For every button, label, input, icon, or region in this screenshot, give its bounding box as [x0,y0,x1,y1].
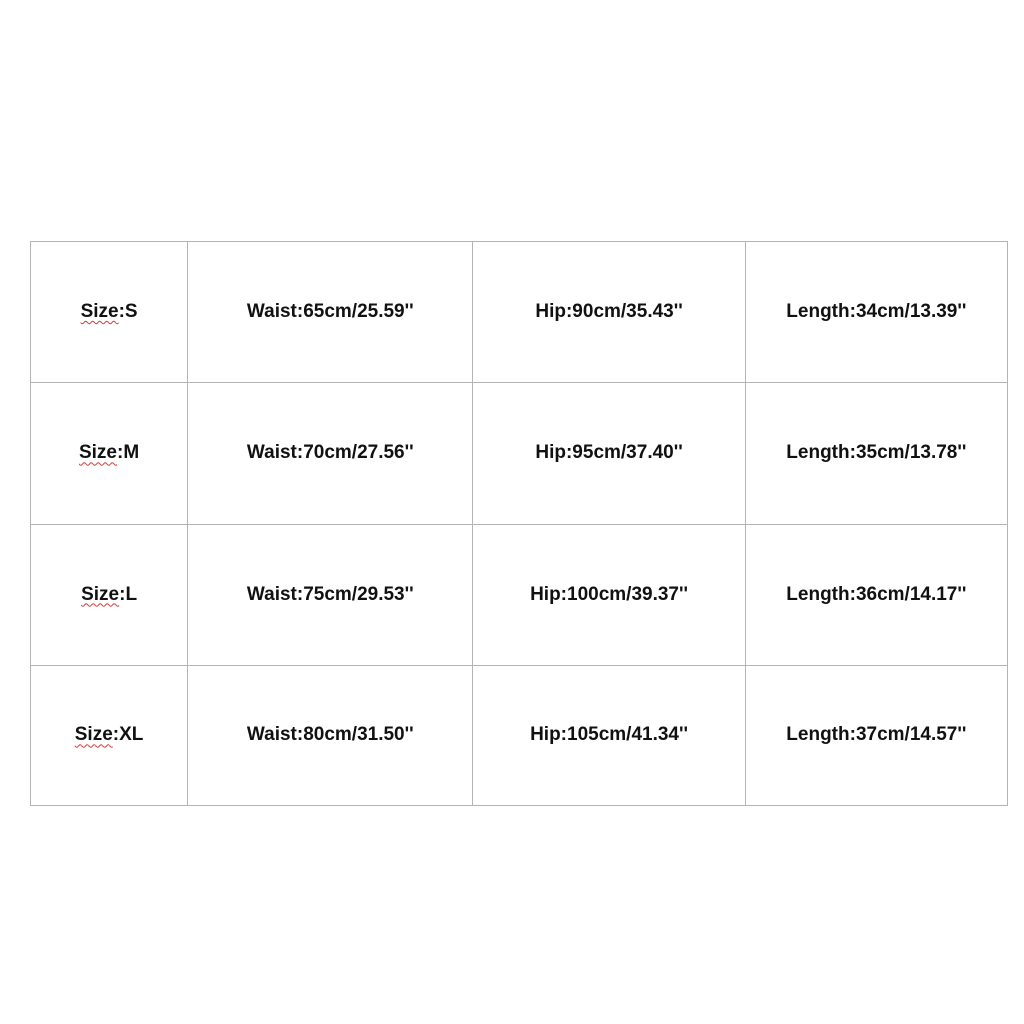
size-cell [31,665,188,805]
length-cell: Length:34cm/13.39'' [745,242,1007,383]
hip-cell: Hip:90cm/35.43'' [473,242,745,383]
waist-cell: Waist:65cm/25.59'' [188,242,473,383]
table-row [31,524,1008,665]
size-cell [31,383,188,524]
size-label: Size [74,724,113,746]
waist-cell: Waist:80cm/31.50'' [188,665,473,805]
size-label: Size [80,301,119,323]
size-chart-table [30,241,1008,806]
length-cell: Length:37cm/14.57'' [745,665,1007,805]
size-label: Size [78,442,118,464]
waist-cell: Waist:70cm/27.56'' [188,383,473,524]
table-row [31,242,1008,383]
hip-cell: Hip:95cm/37.40'' [473,383,745,524]
hip-cell: Hip:100cm/39.37'' [473,524,745,665]
table-row [31,665,1008,805]
waist-cell: Waist:75cm/29.53'' [188,524,473,665]
size-label: Size [81,583,120,605]
hip-cell: Hip:105cm/41.34'' [473,665,745,805]
size-value: :XL [112,724,144,746]
size-cell [31,242,188,383]
size-value: :M [117,442,140,464]
table-row [31,383,1008,524]
length-cell: Length:36cm/14.17'' [745,524,1007,665]
size-value: :S [118,301,138,323]
size-cell [31,524,188,665]
length-cell: Length:35cm/13.78'' [745,383,1007,524]
size-value: :L [119,583,138,605]
